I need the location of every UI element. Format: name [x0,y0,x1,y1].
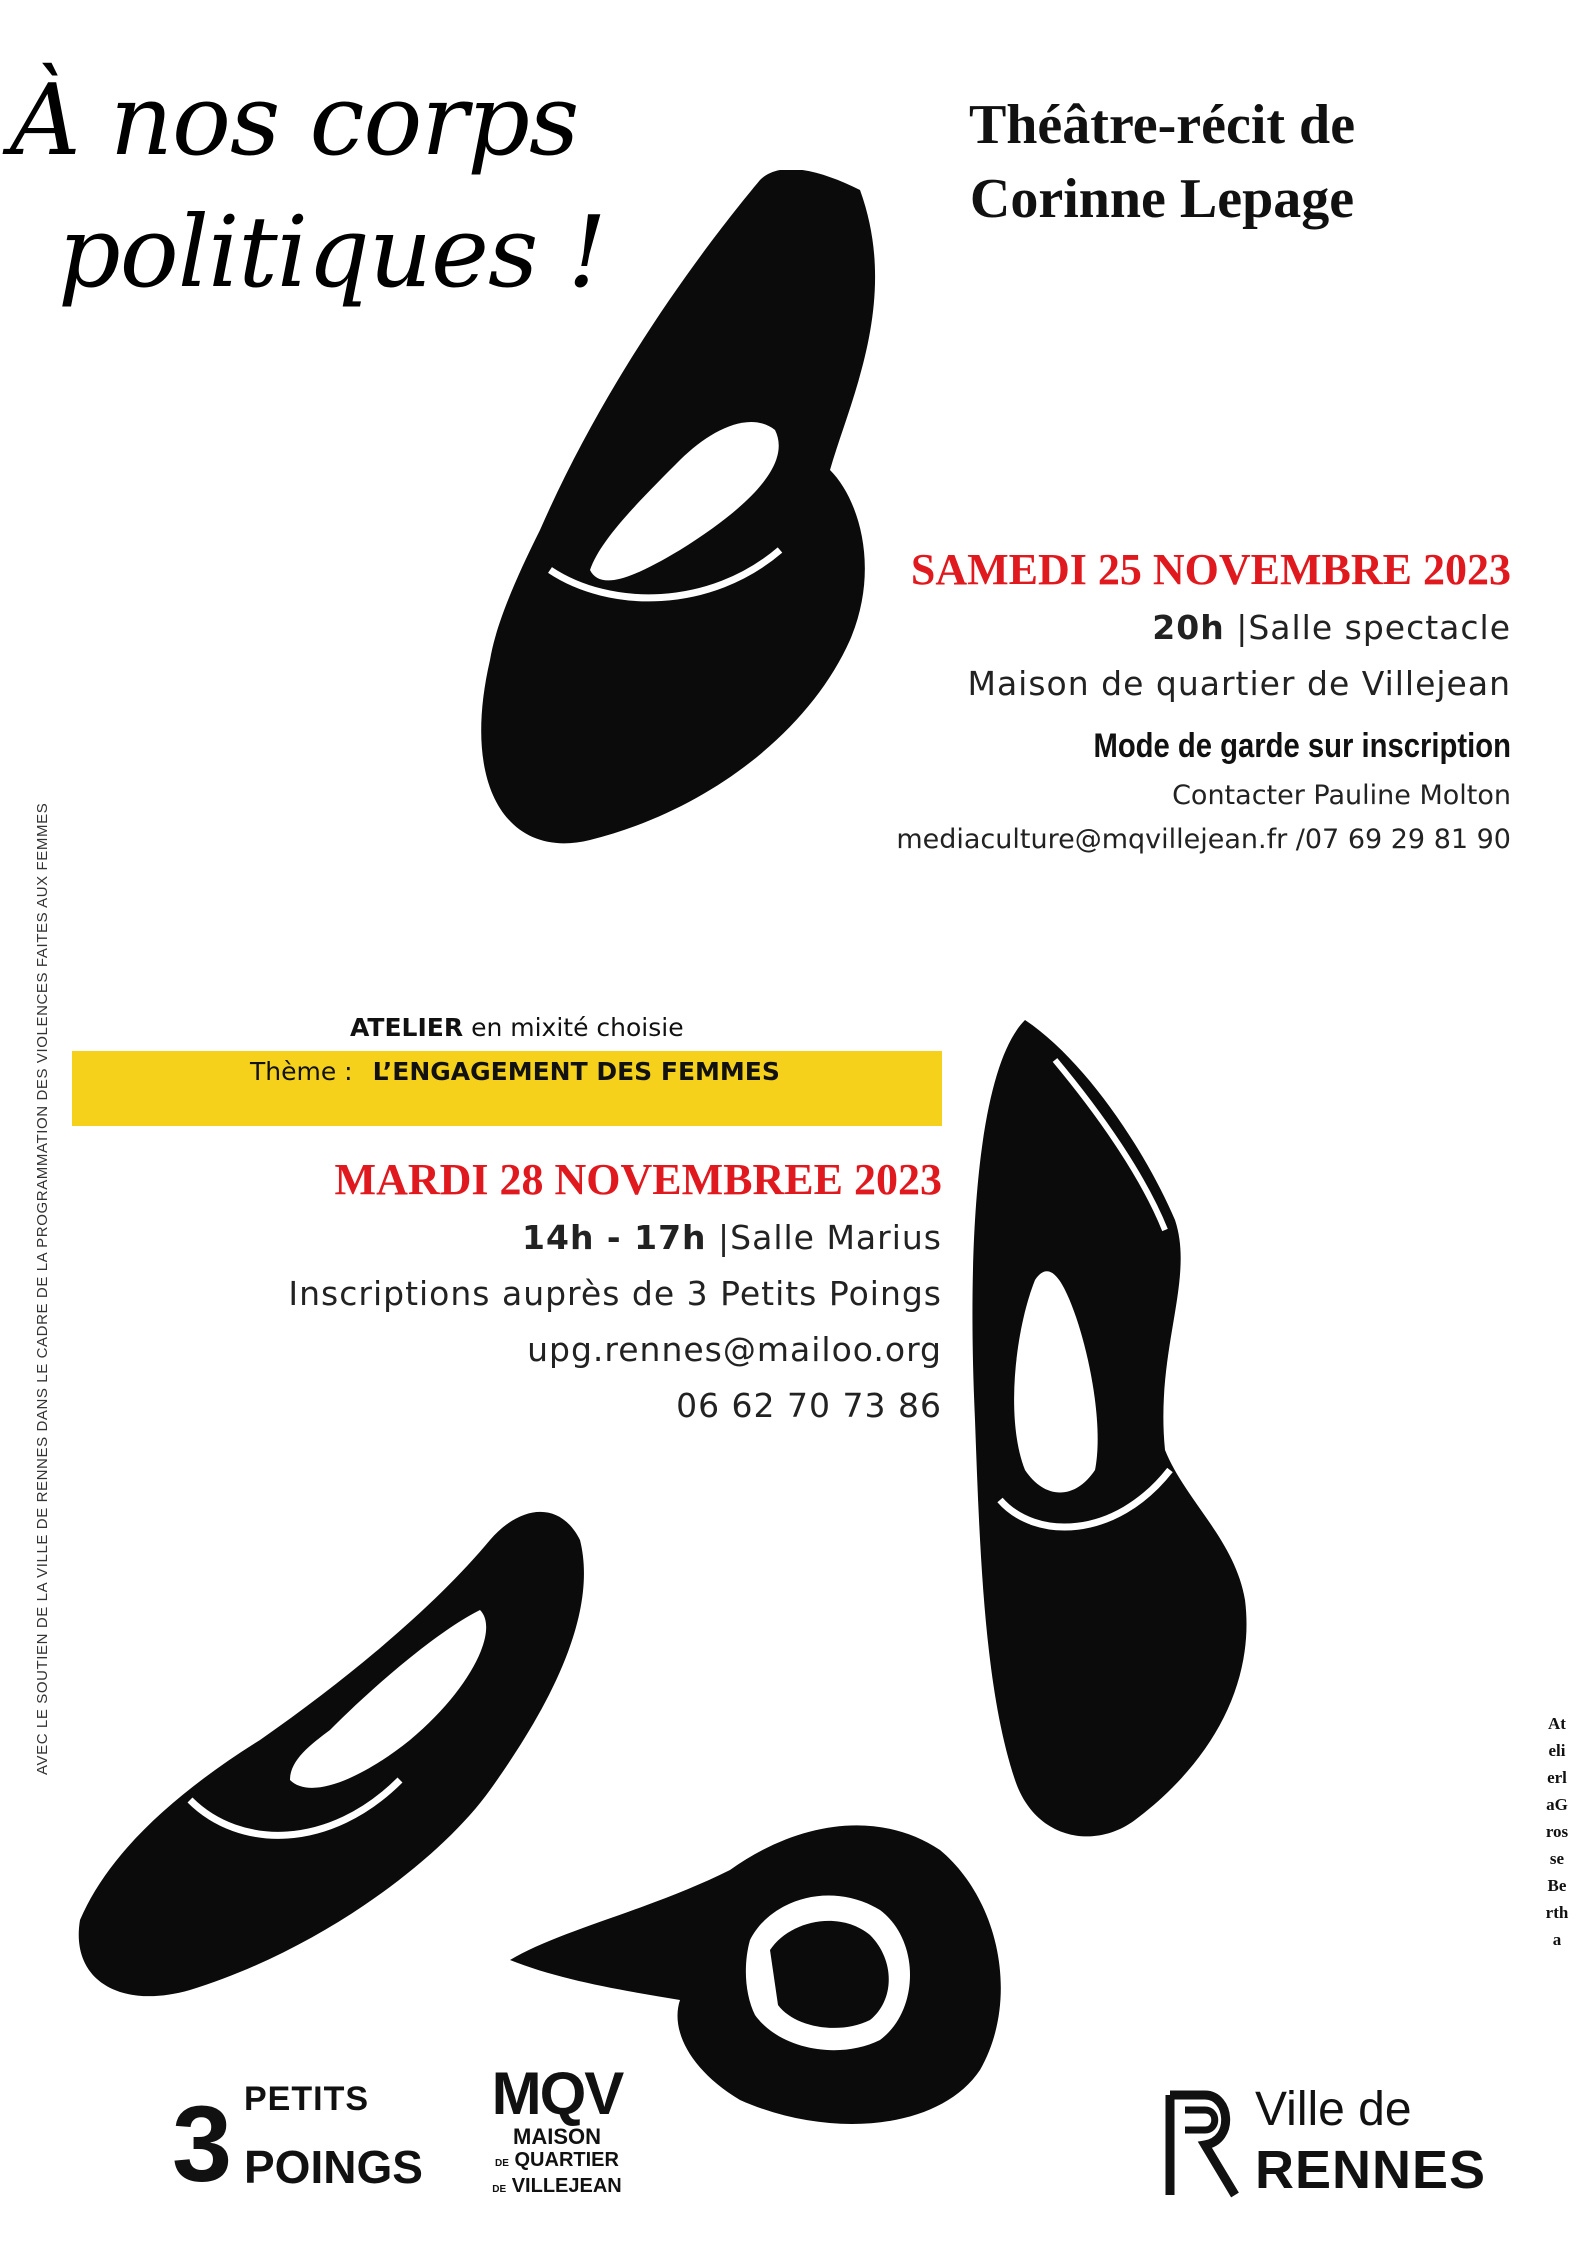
event1-childcare: Mode de garde sur inscription [1093,727,1511,765]
subtitle-line-2: Corinne Lepage [969,168,1355,230]
petits-poings-number: 3 [172,2083,233,2204]
mqv-acronym: MQV [491,2060,623,2127]
event1-time: 20h [1152,608,1225,647]
shoe-illustration-right [955,1000,1275,1860]
workshop-label [350,1013,684,1042]
workshop-label-bold: ATELIER [350,1013,464,1042]
poster-subtitle [852,88,1472,236]
event1-email-phone[interactable]: mediaculture@mqvillejean.fr /07 69 29 81 90 [896,824,1511,855]
event1-contact: Contacter Pauline Molton [1172,780,1511,811]
workshop-theme [250,1057,780,1086]
mqv-logo [487,2060,627,2201]
mqv-line-1: MAISON [513,2124,601,2149]
event2-time-room [42,1210,942,1266]
event1-time-room [611,600,1511,656]
title-line-1: À nos corps [10,64,579,178]
rennes-text [1255,2080,1486,2200]
workshop-label-rest: en mixité choisie [471,1013,684,1042]
artist-credit-vertical [1545,1710,1569,1953]
mqv-line-3 [487,2175,627,2201]
title-line-2: politiques ! [58,196,606,310]
event2-room: |Salle Marius [718,1218,942,1257]
mqv-de-1: DE [495,2158,509,2169]
event1-room: |Salle spectacle [1236,608,1511,647]
petits-poings-logo [172,2080,452,2210]
subtitle-line-1: Théâtre-récit de [968,94,1356,156]
mqv-de-2: DE [492,2184,507,2195]
theme-label: Thème : [250,1057,353,1086]
event-tuesday [42,1150,942,1434]
event2-phone: 06 62 70 73 86 [676,1386,942,1425]
ville-de-rennes-logo [1160,2080,1505,2215]
event1-venue: Maison de quartier de Villejean [967,664,1511,703]
event-saturday [611,540,1511,862]
sponsor-side-text: AVEC LE SOUTIEN DE LA VILLE DE RENNES DANS LE CADRE DE LA PROGRAMMATION DES VIOLENCES FAITES AUX FEMMES [34,802,51,1775]
event2-registration: Inscriptions auprès de 3 Petits Poings [288,1274,942,1313]
artist-credit-text: AtelierlaGrosseBertha [1545,1714,1569,1949]
rennes-r-icon [1160,2085,1240,2205]
mqv-villejean: VILLEJEAN [511,2175,622,2197]
petits-poings-bottom: POINGS [244,2141,423,2193]
rennes-line-1: Ville de [1255,2083,1412,2136]
event2-email[interactable]: upg.rennes@mailoo.org [527,1330,942,1369]
mqv-line-2 [487,2149,627,2175]
petits-poings-top: PETITS [244,2080,370,2118]
event1-date: SAMEDI 25 NOVEMBRE 2023 [910,545,1511,594]
event2-date: MARDI 28 NOVEMBREE 2023 [334,1155,942,1204]
theme-value: L’ENGAGEMENT DES FEMMES [372,1057,780,1086]
rennes-line-2: RENNES [1255,2140,1487,2200]
mqv-quartier: QUARTIER [514,2149,619,2171]
event2-time: 14h - 17h [522,1218,707,1257]
